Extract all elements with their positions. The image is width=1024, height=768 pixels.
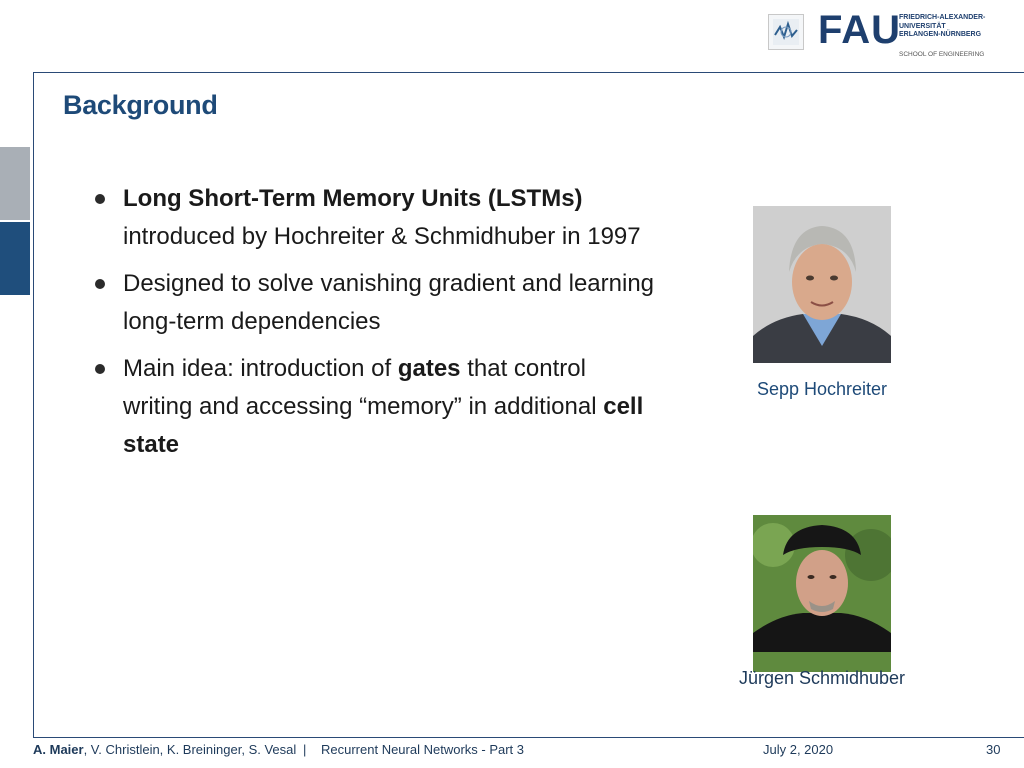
bullet-item [95,180,655,256]
bullet-text: Designed to solve vanishing gradient and learning long-term dependencies [123,270,655,335]
university-name [899,14,985,40]
bullet-dot-icon [95,194,105,204]
bullet-bold-text: cell state [123,393,644,458]
portrait-schmidhuber-image [753,515,891,672]
bullet-item [95,350,655,464]
caption-schmidhuber: Jürgen Schmidhuber [738,668,906,688]
side-tab-blue [0,222,30,295]
caption-hochreiter: Sepp Hochreiter [756,379,888,399]
frame-bottom-rule [33,737,1024,738]
lme-logo-icon [768,14,804,50]
fau-logo: FAU [818,8,901,52]
side-tab-gray [0,147,30,220]
portrait-hochreiter-image [753,206,891,363]
footer-page-number: 30 [986,742,1001,757]
school-name: SCHOOL OF ENGINEERING [899,51,985,58]
frame-left-rule [33,72,34,737]
footer-other-authors: , V. Christlein, K. Breininger, S. Vesal [83,742,297,757]
footer-talk-title: Recurrent Neural Networks - Part 3 [321,742,525,757]
footer-authors [33,742,296,757]
bullet-text: Main idea: introduction of [123,355,398,382]
footer-separator: | [303,742,307,757]
bullet-list [95,180,655,473]
bullet-dot-icon [95,279,105,289]
university-line: UNIVERSITÄT [899,22,946,30]
bullet-bold-text: gates [397,355,461,382]
footer-lead-author: A. Maier [33,742,84,757]
university-line: ERLANGEN-NÜRNBERG [899,31,982,38]
bullet-dot-icon [95,364,105,374]
bullet-item [95,265,655,341]
bullet-bold-text: Long Short-Term Memory Units (LSTMs) [123,185,583,212]
bullet-text: that control writing and accessing “memory” in additional [123,355,604,420]
footer [33,742,1003,760]
university-line: FRIEDRICH-ALEXANDER- [899,14,986,21]
slide-title: Background [63,90,218,120]
frame-top-rule [33,72,1024,73]
footer-date: July 2, 2020 [763,742,834,757]
bullet-text: introduced by Hochreiter & Schmidhuber in 1997 [123,223,641,250]
